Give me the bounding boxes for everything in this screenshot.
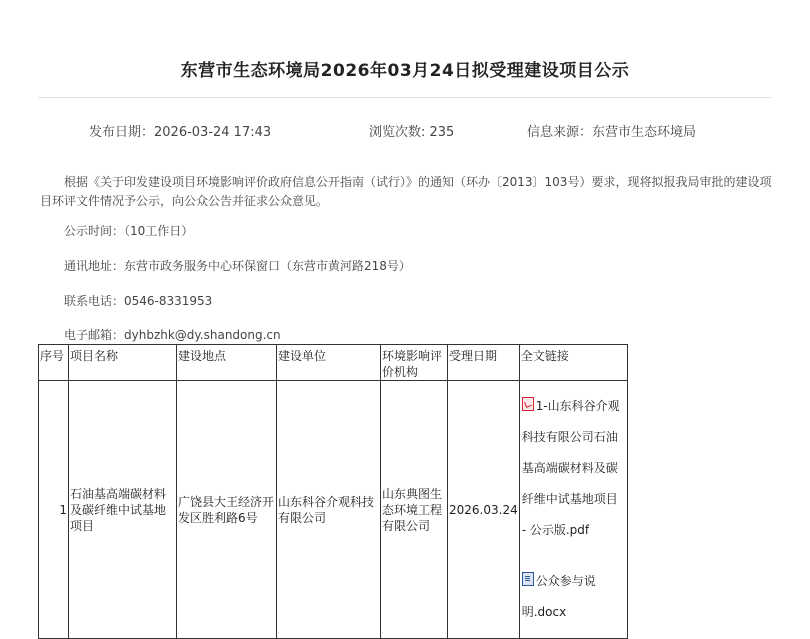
row-date: 2026.03.24 xyxy=(448,381,520,639)
contact-address: 通讯地址：东营市政务服务中心环保窗口（东营市黄河路218号） xyxy=(64,259,411,273)
header-agency: 环境影响评价机构 xyxy=(381,345,448,381)
info-source: 信息来源：东营市生态环境局 xyxy=(527,125,697,140)
row-index: 1 xyxy=(39,381,69,639)
row-project-name: 石油基高端碳材料及碳纤维中试基地项目 xyxy=(69,381,177,639)
attachment-docx-label[interactable]: 公众参与说明.docx xyxy=(521,574,596,619)
table-header-row xyxy=(39,345,628,381)
header-name: 项目名称 xyxy=(69,345,177,381)
row-agency: 山东典图生态环境工程有限公司 xyxy=(381,381,448,639)
contact-phone: 联系电话：0546-8331953 xyxy=(64,294,213,308)
intro-paragraph: 根据《关于印发建设项目环境影响评价政府信息公开指南（试行）》的通知（环办〔2013〕103号）要求，现将拟报我局审批的建设项目环评文件情况予公示，向公众公告并征求公众意见。 xyxy=(40,175,772,208)
notice-time: 公示时间：（10工作日） xyxy=(64,224,194,238)
header-date: 受理日期 xyxy=(448,345,520,381)
word-file-icon xyxy=(522,572,534,586)
project-table xyxy=(38,344,628,639)
header-location: 建设地点 xyxy=(177,345,277,381)
table-row xyxy=(39,381,628,639)
contact-email[interactable]: 电子邮箱：dyhbzhk@dy.shandong.cn xyxy=(64,328,281,342)
publish-date: 发布日期：2026-03-24 17:43 xyxy=(89,125,272,140)
pdf-file-icon xyxy=(522,397,534,411)
header-links: 全文链接 xyxy=(519,345,627,381)
view-count: 浏览次数: 235 xyxy=(369,125,455,140)
row-location: 广饶县大王经济开发区胜利路6号 xyxy=(177,381,277,639)
attachment-pdf-label[interactable]: 1-山东科谷介观科技有限公司石油基高端碳材料及碳纤维中试基地项目 - 公示版.pdf xyxy=(521,399,620,537)
page-title: 东营市生态环境局2026年03月24日拟受理建设项目公示 xyxy=(180,61,630,81)
row-unit: 山东科谷介观科技有限公司 xyxy=(277,381,381,639)
title-divider xyxy=(38,97,772,98)
attachment-link-pdf[interactable] xyxy=(522,391,625,546)
row-links xyxy=(519,381,627,639)
header-index: 序号 xyxy=(39,345,69,381)
header-unit: 建设单位 xyxy=(277,345,381,381)
attachment-link-docx[interactable] xyxy=(522,566,625,628)
